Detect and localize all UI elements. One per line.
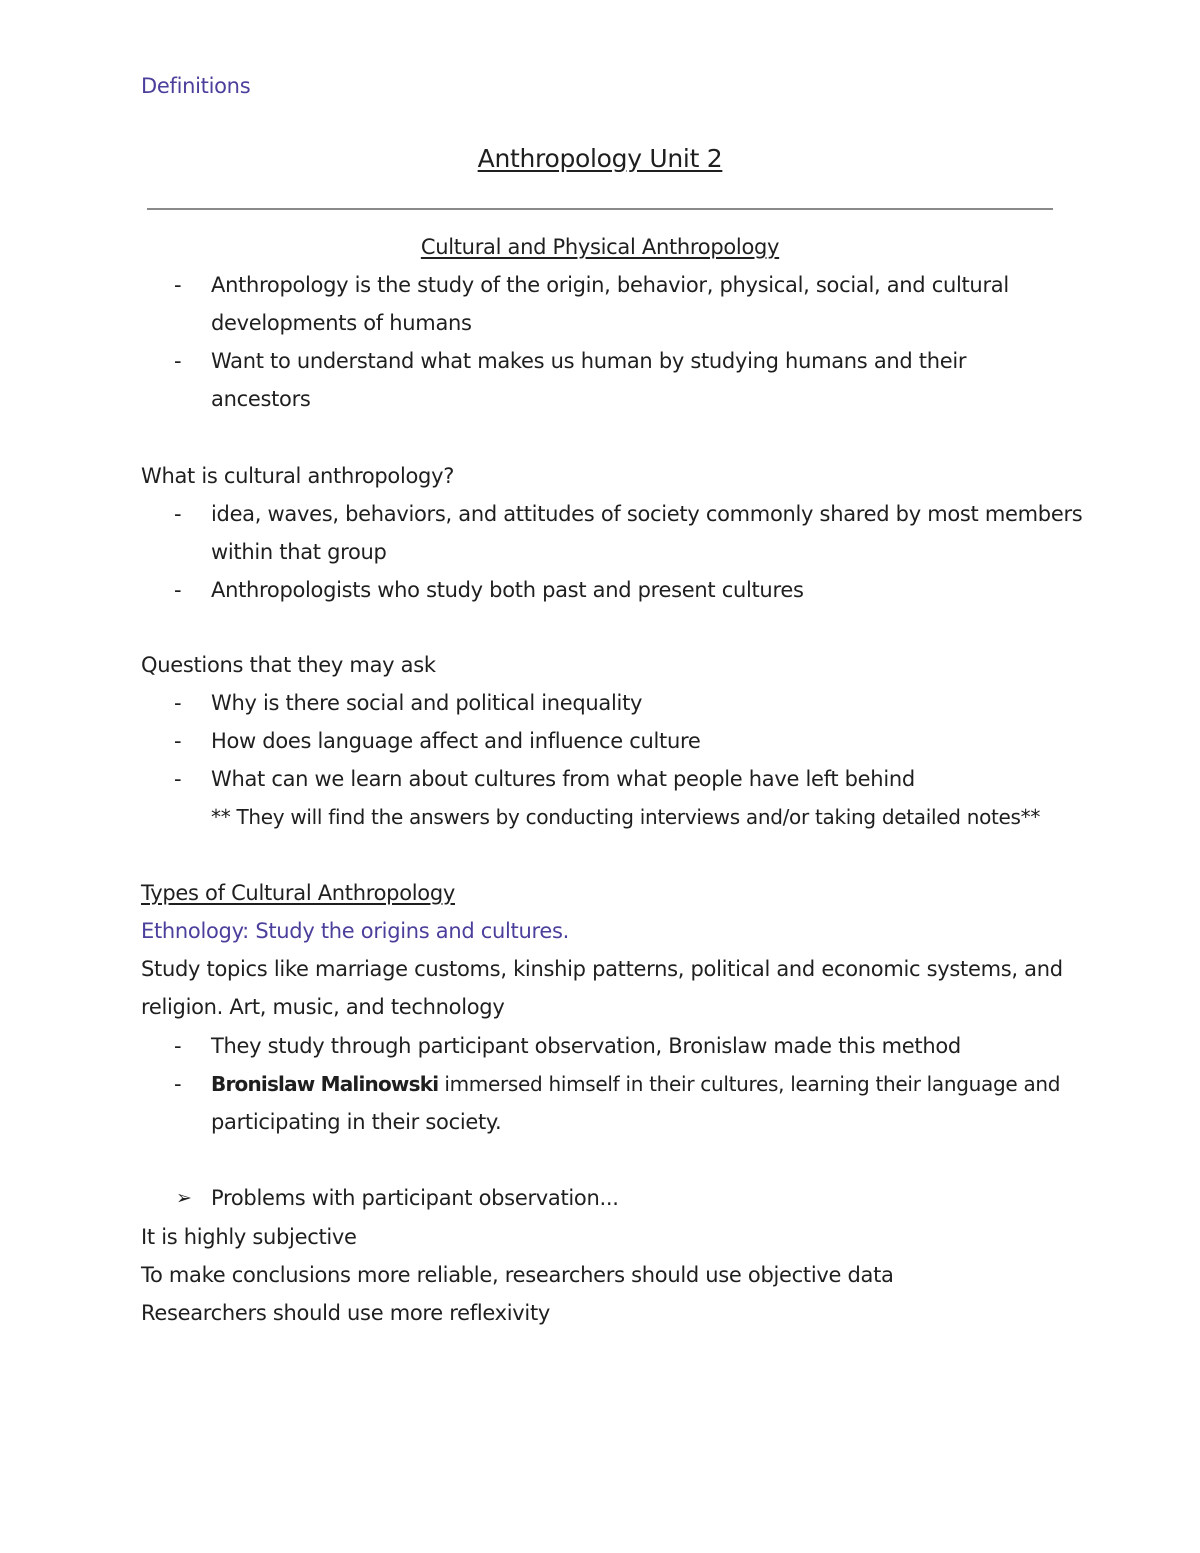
bullet-dash: - (174, 349, 182, 373)
bullet-dash: - (174, 729, 182, 753)
paragraph-line: religion. Art, music, and technology (141, 995, 505, 1019)
bullet-dash: - (174, 502, 182, 526)
page-title: Anthropology Unit 2 (477, 144, 723, 173)
list-item-continuation: participating in their society. (211, 1110, 502, 1134)
list-item-continuation: within that group (211, 540, 387, 564)
section4-heading: Types of Cultural Anthropology (141, 881, 455, 905)
ethnology-subheading: Ethnology: Study the origins and cultures. (141, 919, 570, 943)
list-item (211, 1065, 1060, 1103)
list-item: idea, waves, behaviors, and attitudes of society commonly shared by most members (211, 502, 1083, 526)
list-item: Anthropologists who study both past and present cultures (211, 578, 804, 602)
list-item: They study through participant observation, Bronislaw made this method (211, 1034, 961, 1058)
text-line: To make conclusions more reliable, researchers should use objective data (141, 1263, 894, 1287)
list-item: What can we learn about cultures from what people have left behind (211, 767, 915, 791)
bullet-dash: - (174, 273, 182, 297)
section1-heading-wrap (0, 228, 1200, 266)
bullet-dash: - (174, 1072, 182, 1096)
section1-heading: Cultural and Physical Anthropology (420, 235, 780, 259)
problems-line: Problems with participant observation... (211, 1186, 619, 1210)
paragraph-line: Study topics like marriage customs, kinship patterns, political and economic systems, and (141, 957, 1063, 981)
section2-heading: What is cultural anthropology? (141, 464, 455, 488)
bullet-dash: - (174, 691, 182, 715)
list-item: Want to understand what makes us human by studying humans and their (211, 349, 967, 373)
title-wrap (0, 140, 1200, 178)
list-item-continuation: developments of humans (211, 311, 472, 335)
arrow-bullet-icon: ➢ (176, 1187, 192, 1209)
section3-heading: Questions that they may ask (141, 653, 436, 677)
note-line: ** They will find the answers by conducting interviews and/or taking detailed notes** (211, 805, 1041, 829)
bullet-dash: - (174, 767, 182, 791)
horizontal-rule (147, 208, 1053, 210)
list-item: Why is there social and political inequality (211, 691, 643, 715)
definitions-label: Definitions (141, 74, 251, 98)
section4-heading-wrap (141, 874, 455, 912)
bullet-dash: - (174, 1034, 182, 1058)
text-line: Researchers should use more reflexivity (141, 1301, 551, 1325)
text-line: It is highly subjective (141, 1225, 357, 1249)
list-item: Anthropology is the study of the origin, behavior, physical, social, and cultural (211, 273, 1009, 297)
list-item: How does language affect and influence culture (211, 729, 701, 753)
list-item-continuation: ancestors (211, 387, 311, 411)
bullet-dash: - (174, 578, 182, 602)
malinowski-name: Bronislaw Malinowski (211, 1072, 439, 1096)
list-item-text: immersed himself in their cultures, learning their language and (438, 1072, 1061, 1096)
